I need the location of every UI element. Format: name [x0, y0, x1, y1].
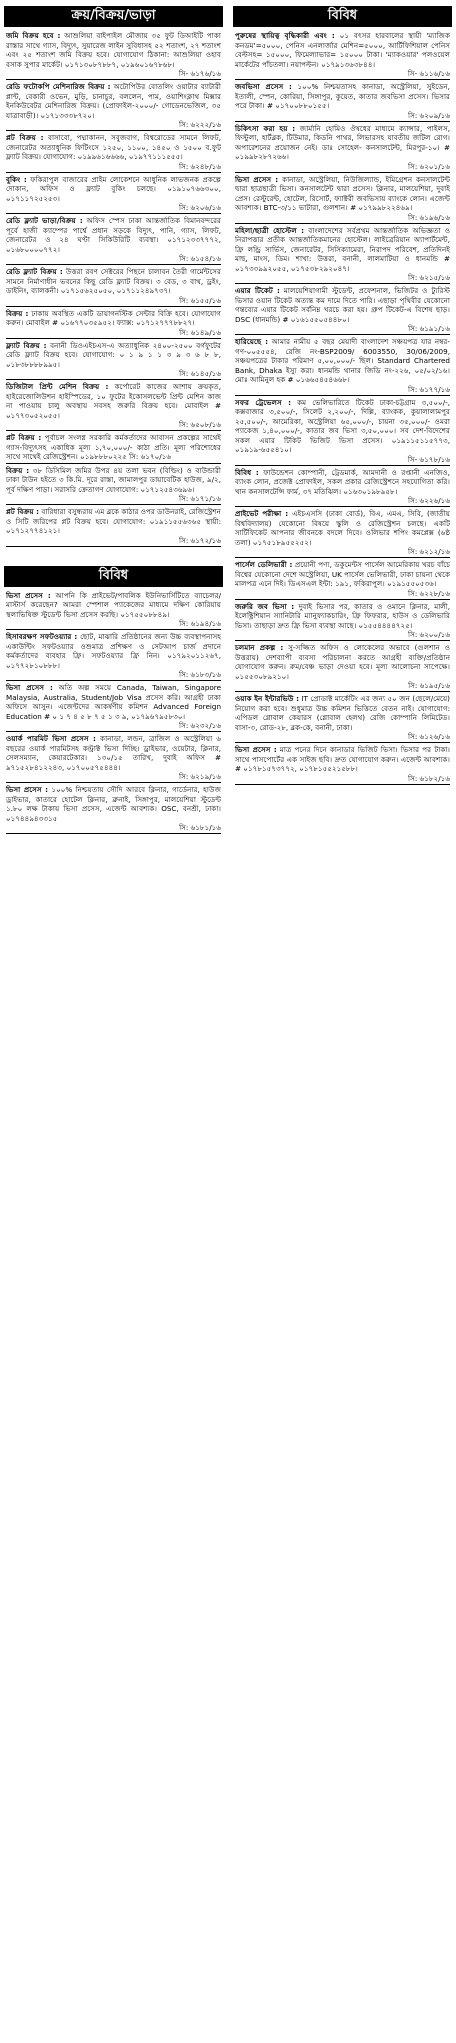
ad-title: ভিসা প্রসেস :: [6, 590, 51, 600]
ad-body: কম ভেলিভারিতে টিকেট ঢাকা-চট্টগ্রাম ৩,৫০০/-, কক্সবাজার ৩,৫০০/-, সিলেট ২,২০০/-, দিল্লি, ব্যাংকক, কুয়ালালামপুর ২৫,৫০০/-, আমেরিকা, অস্ট্রেলিয়া ৬৫,০০০/-, চায়না ৩৫,০০০/- ওমরা প্যাকেজ ১,৪০,০০০/-, কাতার জব ভিসা ৩,৫০,০০০। সব দেশ-বিদেশের সকল এয়ার টিকিট ভিজিট ভিসা প্রসেস। ০১৯১১৫১১৫৭৭৩, ০১৯১৯-৬৫৫৪১০।: [235, 397, 450, 454]
ad-title: ভিসা প্রসেস :: [235, 745, 277, 754]
ad-title: জরুরি জব ভিসা :: [235, 601, 295, 611]
classified-ad: [4, 215, 223, 265]
ad-code: সি: ৬১৯৬/১৬: [235, 213, 450, 224]
ad-code: সি: ৬১৮৩/১৬: [6, 670, 221, 681]
ad-title: প্রাইভেট পরীক্ষা :: [235, 509, 289, 518]
ad-code: সি: ৬২১৫/১৬: [235, 273, 450, 284]
ad-body: বাসাবো, পদ্মাকানন, সবুজবাগ, বিশ্বরোডের সামনে লিফট, জেনারেটর অত্যাধুনিক ফিটিংসে ১২৫০, ১১০০, ১৪৫০ ও ১৫০০ ব.ফুট ফ্ল্যাট বিক্রয়। যোগাযোগ: ০১৯৯৬১৬৬৬৬, ০১৯৭৭১১১৫৫৫।: [6, 133, 221, 161]
ad-body: দুবাই ভিসার পর, কাতার ও ওমানে ক্লিনার, মালী, ইলেক্ট্রিশিয়ান স্যানিটারি ম্যানুফ্যাকচারিং, ফ্রি ফিফরার, হাউস ও ডেলিভারি ভিসা। তাছাড়া দ্রুত ফ্রি ভিসা ব্যবস্থা আছে। ০১৫৫৪৪৪৪৭২৫।: [235, 601, 450, 630]
ad-title: পুরুষের স্থায়িত্ব বৃদ্ধিকারী এবং :: [235, 31, 335, 40]
ad-title: রেডি ফ্ল্যাট ভাড়া/বিক্রয় :: [6, 216, 83, 225]
ad-code: সি: ৬২৩২/১৬: [6, 721, 221, 732]
ad-code: সি: ৬১৯৫/১৬: [235, 681, 450, 692]
ad-code: সি: ৬৫০৮/১৬: [6, 420, 221, 431]
ad-code: সি: ৬২০৬/১৬: [6, 203, 221, 214]
miscellaneous-ads-left: [4, 590, 223, 835]
section-divider: [4, 548, 223, 566]
ad-title: প্লট বিক্রয় :: [6, 433, 42, 442]
classified-ad: [4, 590, 223, 631]
ad-body: ১০০% নিশ্চয়তাসহ কানাডা, অস্ট্রেলিয়া, সুইডেন, ইতালী, স্পেন, কোরিয়া, সিঙ্গাপুর, কুয়েত, কাতার জবভিসা প্রসেস। ভিসার পরে টাকা। # ০১৭০০৮৮০১৫৫।: [235, 82, 450, 110]
classified-ad: [4, 784, 223, 834]
ad-body: ০১ বৎসর হারবালের স্থায়ী 'ম্যাজিক কনডম'=৫০০০, পেনিস এনলার্জার মেশিন=৫০০০, আর্টিফিশিয়াল পেনিস বেল্টসহ= ১৫০০০, ফিমেল্যাভার= ১৫০০০ টাকা। 'ম্যাকওয়ার' পলওয়েল মার্কেটের পাঁচতলা। নয়াপল্টন। ০১৭৯১৩৬৩৮৪৪।: [235, 31, 450, 69]
classified-ad: [4, 132, 223, 173]
ad-title: ওয়াক ইন ইন্টারভিউ :: [235, 694, 299, 703]
left-column: [4, 6, 223, 2038]
right-column: [233, 6, 452, 2038]
ad-code: সি: ৬১৭৭/১৬: [235, 385, 450, 396]
ad-code: সি: ৬২১৯/১৬: [6, 772, 221, 783]
ad-title: বিক্রয় :: [6, 465, 30, 475]
classified-ad: [233, 30, 452, 80]
ad-title: মহিলা/ছাত্রী হোস্টেল :: [235, 225, 305, 235]
classified-ad: [233, 744, 452, 785]
ad-code: সি: ৬২৪৮/১৬: [6, 162, 221, 173]
classified-ad: [4, 308, 223, 339]
classified-ad: [4, 174, 223, 215]
ad-code: সি: ৬১২৬/১৬: [235, 732, 450, 743]
ad-title: ভিসা প্রসেস :: [235, 174, 279, 184]
ad-body: অটোপিউর বোতলিং ওয়াটার ব্যাটারী প্লান্ট, বেকারী ওভেন, মুড়ি, চানাচুর, বললেন, পাম, ওয়াশিংক্লাথ মিক্সার ইনকিউবেটর মেশিনারিজ বিক্রয়। (প্রোফাইল-২০০০/- গোডেনভেজিল, ৩৫ যাত্রাবাড়ী)। ০১৭১৩৩৩৮৭২০।: [6, 82, 221, 120]
classified-ad: [4, 30, 223, 80]
ad-body: উত্তরা রবণ সেক্টরের পিছনে চালাবন তৈরী গার্মেন্টসের সামনে নির্মাণাধীন ভবনের কিছু রেডি ফ্ল্যাট বিক্রয়। ৩ বেড, ৩ বাথ, ড্রইং, ডাইনিং, ব্যালকনী। ০১৭১৫৬২৫০৫০, ০১৭১১২৪৯৭৩৭।: [6, 267, 221, 295]
ad-title: চিকিৎসা করা হয় :: [235, 123, 296, 133]
ad-title: হারিয়েছে :: [235, 337, 268, 346]
ad-title: প্লট বিক্রয় :: [6, 133, 44, 142]
ad-body: IT প্রোডাক্ট মার্কেটিং এর জন্য ৫০ জন (ছেলে/মেয়ে) নিয়োগ করা হবে। শুধুমাত্র উচ্চ কমিশন ভিত্তিতে বেতন নাই। যোগাযোগ: এপিডল গ্লোবাল কেয়ারস (গ্লোবাল হেলথ) রেজি কোম্পানি লিমিটেড। বাসা-৩, রোড-২৮, ব্লক-কে, বনানী, ঢাকা।: [235, 694, 450, 732]
ad-body: পূর্বাচল সংলগ্ন সরকারি কর্মকর্তাদের আবাসন প্রকল্পের সাথেই গ্যাস-বিদ্যুৎসহ একাধিক মূল্য ১,৭০,০০০/- কাঠা প্রতি। মূল্য পরিশোধের সাথে সাথেই রেজিস্ট্রেশন। ০১৯৮৮৮০২২৫ সি: ৬১৭০/১৬: [6, 433, 221, 461]
ad-title: প্লট বিক্রয় :: [6, 507, 40, 516]
ad-code: সি: ৬২২২/১৬: [6, 120, 221, 131]
ad-title: রেডি ফটোকপি মেশিনারিজ বিক্রয় :: [6, 82, 111, 91]
ad-body: কানাডা, অস্ট্রেলিয়া, নিউজিল্যান্ড, ইমিগ্রেশন কনসালটেন্ট দ্বারা ছাত্রছাত্রী ভিসা। কনসালটেন্ট দ্বারা প্রসেস। ক্লিনার, মালয়েশিয়া, দুবাই প্রেস। রেস্টুরেন্ট, হোটেল, রিসোর্ট, ফ্যাক্টরী জবভিসায় ব্যাংকে লোন। এজেন্ট আবশ্যক। BTC-৩/১১ ভাটারা, গুলশান। # ০১৭৯৯৮২২৪৬৯।: [235, 174, 450, 212]
classified-ad: [233, 601, 452, 642]
ad-code: সি: ৬১৯১/১৬: [235, 324, 450, 335]
classified-ad: [4, 506, 223, 547]
classified-ad: [233, 397, 452, 466]
ad-title: রেডি ফ্ল্যাট বিক্রয় :: [6, 267, 63, 276]
ad-body: মাত্র পনের দিনে কানাডার ভিজিট ভিসা। ভিসার পর টাকা। সাথে পাসপোর্টের এক সাইজ ছবি। দ্রুত যোগাযোগ করুন। এজেন্ট আবশ্যক। # ০১৭৮১৫৭৩৭৭২, ০১৭৮১৫৫২১৫৮৮।: [235, 745, 451, 773]
ad-title: জমি বিক্রয় হবে :: [6, 31, 61, 40]
ad-code: সি- ৬১৭৮/১৬: [235, 455, 450, 466]
ad-body: ৩৮ ডিসিমিল জমির উপর ৪য় তলা ভবন (বিল্ডিং) ও বাউন্ডারী ঢাকা টাউন হইতে ৩ কি.মি. দূরে রাস্তা, জামালপুর ডায়াবেটিক হাউজ, ৯/২, পূর্ব দক্ষিণ পাড়া। সরাসরি ক্রেতাগণ যোগাযোগ: ০১৭১২৫৪৩৬৯৬।: [6, 465, 221, 494]
ad-body: বারিধারা বসুন্ধরায় এম ব্লকে কাঠার ওপর ডাউনরাই, রেজিস্ট্রেশন ও সিটি জরিপের প্লট বিক্রয় হবে। যোগাযোগ: ০১৯১১৫৫৬৩৬৫ স্থায়ী: ০১৭১২৭৭৪১২১।: [6, 507, 221, 535]
ad-body: আমার নামীয় ৫ বছর মেয়াদী বাংলাদেশ সঞ্চয়পত্র যার নম্বর-গণ-০০৫৫৫৪, রেজি নং-BSP2009/ 6003550, 30/06/2009, সঞ্চয়পত্রের টাকার পরিমাণ ৫,০০,০০০/- ছিল। Standard Chartered Bank, Dhaka ইস্যু করা। ধানমন্ডি থানার জিডি নং-২২৬, ০৫/০২/১৬। মোঃ আমিনুল হক # ০১৬৬৫৪৫৪৬৬৮।: [235, 337, 450, 384]
ad-body: আপনি কি প্রাইভেট/পাবলিক ইউনিভার্সিটিতে ব্যাচেলর/মাস্টার্স করেছেন? আমরা স্পেশাল প্যাকেজের মাধ্যমে দক্ষিণ কোরিয়ায় স্থলাভিষিক্ত স্টুডেন্ট ভিসা প্রসেস করছি। ০১৭৫৫০৮৮৪৯।: [6, 590, 222, 619]
classified-ad: [4, 682, 223, 732]
classified-ad: [4, 381, 223, 431]
ad-title: জবভিসা প্রসেস :: [235, 82, 292, 91]
ad-title: বুকিং :: [6, 174, 27, 184]
ad-title: বিবিধ :: [235, 467, 259, 477]
classified-ad: [4, 266, 223, 307]
ad-body: জার্মানি হোমিও ঔষধের মাধ্যমে ক্যান্সার, পাইলস, ফিস্টুলা, হার্টব্লক, টিউমার, কিডনি পাথর, লিভারসহ যাবতীয় জটিল রোগ। অপারেশনের প্রয়োজন নেই। ডাঃ সোহেল- কনসালটেন্ট, মিরপুর-১০। # ০১৯৯৮২৮৭২৬৬।: [235, 123, 450, 161]
ad-body: কানাডা, লন্ডন, ব্রাজিল ও অস্ট্রেলিয়া ৬ বছরের ওয়ার্ক পারমিটসহ কন্ট্রাক্ট ভিসা দিচ্ছি। ড্রাইভার, ওয়েটার, ক্লিনার, সেলসম্যান, কেয়ারটেকার। ১৩০/১৫ তারিখ, দুবাই অফিস # ৯৭১৫২৮৪১২২৪৩, ০১৭০০৫৭৫৪৪৪।: [6, 734, 221, 772]
ad-title: হিসাবরক্ষণ সফটওয়্যার :: [6, 632, 78, 641]
classified-ad: [4, 340, 223, 381]
ad-body: আশুলিয়া বাইপাইল মৌজায় ৩৫ ফুট ডিআইটি পাকা রাস্তার সাথে গ্যাস, বিদ্যুৎ, সুয়ারেজ লাইন সুবিধাসহ ৫২ শতাংশ, ২৭ শতাংশ এবং ২৫ শতাংশ জমি বিক্রয় হবে। যোগাযোগ ঠিকানা: আশুলিয়া ওহাব বসাক সুপার মার্কেট। ০১৭১৩০৮৭৮৮৭, ০১৯৬০১৬৭৮৬৮।: [6, 31, 221, 69]
ad-title: বিক্রয় :: [6, 308, 29, 318]
classified-ad: [233, 81, 452, 122]
ad-title: এয়ার টিকেট :: [235, 286, 280, 295]
ad-code: সি: ৬১৪৫/১৬: [6, 369, 221, 380]
ad-body: এইচএসসি (ঢাকা বোর্ড), বিএ, এমএ, সিবি, (জাতীয় বিশ্ববিদ্যালয়) যেকোনো বিষয়ে স্কুলি ও রেজিস্ট্রেশন চলছে। একটি সার্টিফিকেট আপনার জীবনকে বদলে দিবে। ওলিভার শপিং কমপ্লেক্স (৬ষ্ঠ তলা) ০১৭৫১৮৯৫৫২৫২।: [235, 509, 450, 547]
ad-body: বনানী ডিওএইচএস-এ অত্যাধুনিক ২৪০০-২৫০০ বর্গফুটের রেডি ফ্ল্যাট বিক্রয় হবে। যোগাযোগ: ০ ১ ৯ ১ ১ ৩ ৯ ৩ ৬ ৮ ৮, ০১৮৩৮৮৮৮৯৯৫।: [6, 340, 221, 369]
ad-body: ফাউন্ডেশন কোম্পানী, ট্রেডমার্ক, আমদানী ও রপ্তানী এনজিও, ব্যাংক লোন, প্রজেক্ট প্রোফাইল, সকল প্রকার রেজিস্ট্রেশনে সহযোগিতা করি। খান কনসালটেন্সি ফার্ম, ৩৭ মতিঝিল। ০১৬৩০১৯৮৯৫৮।: [235, 467, 450, 496]
classified-ad: [233, 123, 452, 173]
classified-ad: [233, 225, 452, 285]
ad-title: ভিসা প্রসেস :: [6, 785, 49, 794]
ad-code: সি: ৬১৭১/১৬: [6, 494, 221, 505]
ad-code: সি- ৬১১৬/১৬: [235, 69, 450, 80]
ad-title: ফ্ল্যাট বিক্রয় :: [6, 340, 47, 350]
classified-ad: [233, 285, 452, 335]
classified-ad: [233, 693, 452, 743]
ad-body: বাংলাদেশের সর্বপ্রথম আন্তর্জাতিক অভিজ্ঞতা ও নিরাপত্তার প্রতীক আন্তর্জাতিকমানের হোস্টেল। লাইব্রেরিয়ান অ্যাপার্টমেন্ট, ফ্রি লন্ড্রি সার্ভিস, জেনারেটর, সিসিক্যামেরা, নিরাপদ পরিবেশ, প্রতিদিনই মাছ, মাংস, ডিম। শাখা: উত্তরা, বনানী, লালমাটিয়া ও ধানমন্ডি # ০১৭৩৩৯৯২০৫৫, ০১৭৫৩৮২৯২০৪৭।: [235, 225, 450, 273]
ad-body: ঢাকায় অবস্থিত একটি ডায়াগনস্টিক সেন্টার বিক্রি হবে। যোগাযোগ করুন। মোবাইল # ০১৬৭৭০৩৫৯৫২। ফ্যাক্স: ০১৭১২৭৭৭৮৮২৭।: [6, 308, 221, 327]
ad-code: সি: ৬১৮১/১৬: [6, 823, 221, 834]
miscellaneous-ads-right: [233, 30, 452, 785]
ad-code: সি: ৬২০৯/১৬: [235, 111, 450, 122]
classified-ad: [233, 336, 452, 396]
ad-code: সি: ৬২০০/১৬: [235, 630, 450, 641]
ad-title: ডিজিটাল প্রিন্ট মেশিন বিক্রয় :: [6, 382, 109, 391]
ad-body: ছোট, মাঝারি প্রতিষ্ঠানের জন্য উচ্চ ব্যবস্থাপনাসহ একাউন্টিং সফটওয়্যার ওশুমাত্র প্রশিক্ষণ ও সেটআপ চার্জ প্রদানে কর্মকর্তাদের ব্যবহার ফ্রি। সফটওয়্যার ফ্রি নিন। ০১৭৯২০১১২৬৭, ০১৭৭২৮১০৮৮৮।: [6, 632, 221, 670]
ad-code: সি: ৬১৯৪/১৬: [6, 619, 221, 630]
classified-ad: [4, 81, 223, 131]
classified-ad: [233, 642, 452, 692]
ad-title: পার্সেল ডেলিভারী :: [235, 560, 293, 569]
ad-body: সু-সজ্জিত অফিস ও লোকেলের অভাবে (গুলশান ও উত্তরায়) দেশব্যাপী ব্যবসা পরিচালনা করতে আগ্রহী ব্যক্তি/প্রতিষ্ঠান যোগাযোগ করুন। রুম/বেঞ্চ ভাড়া দেওয়া হবে। মূল্য আলোচনা সাপেক্ষে। ০১৫৫৩০৮৯২১০।: [235, 643, 450, 681]
ad-code: সি: ৬১৪৯/১৬: [6, 328, 221, 339]
ad-body: কর্পোরেট কাজের আশায় ক্রয়কৃত, হাইরেজোলিউশন হাইস্পিডের, ১০ ফুটের ইকোসলভেন্ট প্রিন্ট মেশিন কাজ না পাওয়ায় চালু অবস্থায় সবসহ জরুরি বিক্রয় হবে। মোবাইল # ০১৭৭৩০৫২০৫৫।: [6, 382, 221, 420]
section-heading-buy-sell-rent: ক্রয়/বিক্রয়/ভাড়া: [4, 6, 223, 27]
ad-code: সি: ৬১৫৫/১৬: [6, 296, 221, 307]
ad-code: সি: ৬২২৮/১৬: [235, 589, 450, 600]
ad-body: ফকিরাপুল বাজারের প্রাইম লোকেশনে আধুনিক লাভজনক প্রকল্পে দোকান, অফিস ও ফ্ল্যাট বুকিং চলছে। ০১৯১০৭৬৬৩০০, ০১৭১১৭২৫২৫৩।: [6, 174, 221, 203]
ad-code: সি: ৬১৮২/১৬: [235, 774, 450, 785]
ad-body: মালয়েশিয়াগামী স্টুডেন্ট, প্রফেশনাল, ভিজিটর ও ট্যুরিস্ট ভিসার ওয়ান টিকেট অত্যন্ত কম দামে দিতে পারি। এছাড়া পৃথিবীর যেকোনো গন্তব্যের এয়ার টিকেট সর্বনিম্ন খরচে করা হয়। গ্রুপ টিকেট-এ বিশেষ ছাড়। DSC (ধানমন্ডি) # ০১৬১৫৫০৫৪৪৮০।: [235, 286, 450, 324]
classified-ad: [4, 733, 223, 783]
section-heading-miscellaneous-right: বিবিধ: [233, 6, 452, 27]
buy-sell-rent-ads: [4, 30, 223, 547]
classified-ad: [4, 432, 223, 464]
ad-title: ভিসা প্রসেস :: [6, 683, 53, 692]
ad-body: অতি অল্প সময়ে Canada, Taiwan, Singapore Malaysia, Australia, Student/Job Visa প্রসেস করি। আগ্রহী ঢাকা অফিসে আসুন। এজেন্টদের আকর্ষণীয় কমিশন Advanced Foreign Education # ০ ১ ৭ ৪ ৫ ৮ ৭ ৫ ১ ৩ ৯, ০১৭৯৬৭৯৫৮৩০।: [6, 683, 222, 721]
ad-code: সি: ৬১৭২/১৬: [6, 536, 221, 547]
classified-ad: [4, 465, 223, 506]
ad-code: সি: ৬২১২/১৬: [235, 547, 450, 558]
ad-code: সি: ৬২০১/১৬: [235, 162, 450, 173]
ad-code: সি: ৬১৫৪/১৬: [6, 254, 221, 265]
ad-body: প্রয়োনী পণ্য, ডকুমেন্টস পার্সেল আমেরিকায় খরচ বাঁচে বিশ্বের যেকোনো দেশে অস্ট্রেলিয়া, UK পার্সেল ভেলিভারী, ঢাকা চায়না থেকে মালপত্র এনে দিই। ডিএসএল ইন্টা: ১৯১, ফকিরাপুল। ০১৯১৫৫০৫৩৬।: [235, 560, 450, 588]
ad-body: অফিস স্পেস ঢাকা আন্তর্জাতিক বিমানবন্দরের পূর্বে হাজী ক্যাম্পের পার্শ্বে প্রধান সড়কে বিদ্যুৎ, পানি, গ্যাস, লিফট, জেনারেটর ও ২৪ ঘণ্টা সিকিউরিটি ব্যবস্থা। ০১৭১২৩৩৭৭৭২, ০১৬৮০০০০৭৭২।: [6, 216, 221, 254]
ad-code: সি- ৬১৭৬/১৬: [6, 69, 221, 80]
classified-ad: [233, 508, 452, 558]
section-heading-miscellaneous: বিবিধ: [4, 566, 223, 587]
classified-ad: [233, 467, 452, 508]
classified-ad: [4, 631, 223, 681]
ad-title: সফর ট্রেভেলস :: [235, 397, 291, 407]
ad-title: চলমান প্রকল্প :: [235, 643, 284, 652]
ad-code: সি: ৬২২৬/১৬: [235, 496, 450, 507]
ad-body: ১০০% নিশ্চয়তায় সৌদি আরবে ক্লিনার, গার্ডেনার, হাউজ ড্রাইভার, কাতারে হোটেল ক্লিনার, ব্রুনাই, সিঙ্গাপুর, মালয়েশিয়া স্টুডেন্ট ১.৮০ লক্ষ টাকায় ভিসা প্রসেস, এজেন্ট আবশ্যক। OSC, বনশ্রী, ঢাকা। ০১৭৪৪৯৪৩৩১৫: [6, 785, 222, 823]
ad-title: ওয়ার্ক পারমিট ভিসা প্রসেস :: [6, 734, 96, 743]
classified-ad: [233, 174, 452, 224]
classified-ad: [233, 559, 452, 600]
ad-code: [6, 462, 221, 464]
